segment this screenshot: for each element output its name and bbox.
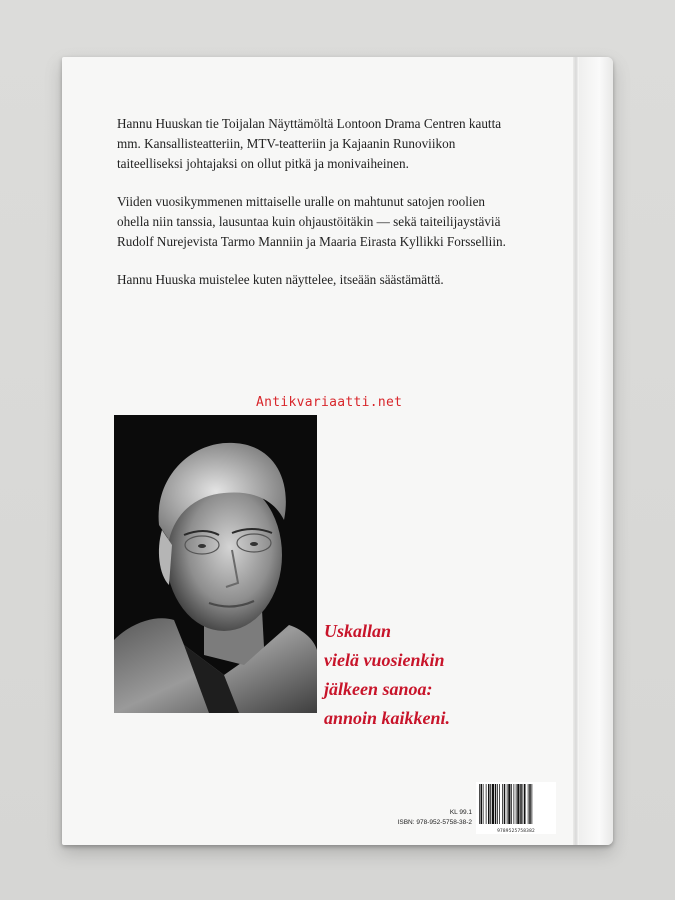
barcode-bar [492,784,494,824]
author-quote [324,617,524,733]
blurb-paragraph-2: Viiden vuosikymmenen mittaiselle uralle on mahtunut satojen roolien ohella niin tanssia, lausuntaa kuin ohjaustöitäkin — sekä taiteilijaystäviä Rudolf Nurejevista Tarmo Manniin ja Maaria Eirasta Kyllikki Forsselliin. [117,194,506,249]
barcode-bar [523,784,524,824]
classification-code: KL 99.1 [449,809,472,816]
barcode-bar [507,784,508,824]
barcode-bar [490,784,491,824]
quote-line-4: annoin kaikkeni. [324,708,451,728]
book-back-cover [62,57,613,845]
watermark-text: Antikvariaatti.net [256,395,403,410]
barcode-bar [517,784,519,824]
barcode-bar [495,784,497,824]
blurb-paragraph-1: Hannu Huuskan tie Toijalan Näyttämöltä Lontoon Drama Centren kautta mm. Kansallisteatteriin, MTV-teatteriin ja Kajaanin Runoviikon taiteelliseksi johtajaksi on ollut pitkä ja monivaiheinen. [117,116,502,171]
barcode-bar [529,784,531,824]
barcode-bar [481,784,483,824]
quote-line-3: jälkeen sanoa: [324,679,433,699]
barcode-bar [504,784,506,824]
barcode-bar [502,784,503,824]
book-codes [382,808,472,828]
barcode-bar [483,784,484,824]
barcode-bar [497,784,498,824]
quote-line-1: Uskallan [324,621,392,641]
barcode-bar [532,784,533,824]
back-cover-blurb [117,114,517,308]
barcode-bar [511,784,512,824]
barcode [476,782,556,834]
isbn-text: ISBN: 978-952-5758-38-2 [397,819,472,826]
barcode-bar [488,784,490,824]
quote-line-2: vielä vuosienkin [324,650,445,670]
barcode-bar [508,784,510,824]
barcode-bars [476,782,556,828]
barcode-digits: 9789525758382 [497,829,535,834]
book-spine [579,57,613,845]
barcode-bar [479,784,480,824]
barcode-bar [520,784,522,824]
barcode-bar [514,784,515,824]
barcode-bar [486,784,487,824]
author-portrait [114,415,317,713]
barcode-bar [524,784,526,824]
barcode-bar [528,784,529,824]
barcode-bar [516,784,517,824]
blurb-paragraph-3: Hannu Huuska muistelee kuten näyttelee, itseään säästämättä. [117,272,444,287]
barcode-bar [499,784,500,824]
portrait-illustration [114,415,317,713]
